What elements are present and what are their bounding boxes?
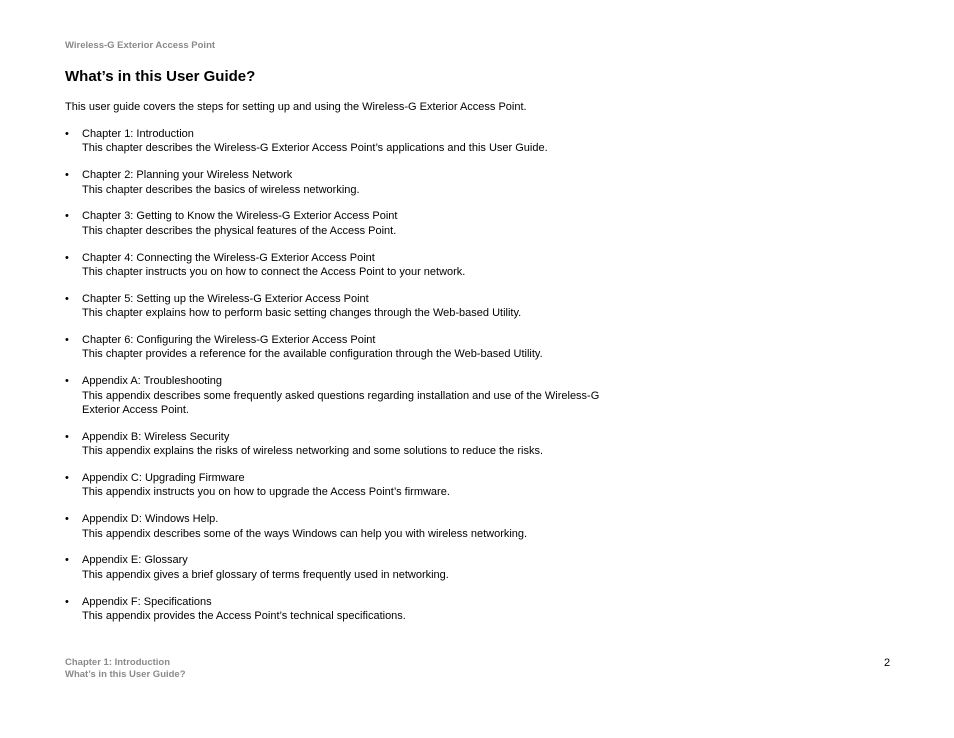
item-description: This chapter describes the physical features of the Access Point. [82, 224, 397, 237]
list-item [65, 292, 625, 321]
footer-section: What’s in this User Guide? [65, 669, 186, 680]
item-title: Chapter 3: Getting to Know the Wireless-G Exterior Access Point [82, 210, 398, 223]
item-description: This appendix gives a brief glossary of terms frequently used in networking. [82, 568, 449, 581]
list-item [65, 512, 625, 541]
item-description: This chapter explains how to perform basic setting changes through the Web-based Utility. [82, 307, 522, 320]
item-description: This appendix describes some of the ways Windows can help you with wireless networking. [82, 527, 528, 540]
list-item [65, 374, 625, 417]
item-title: Chapter 1: Introduction [82, 128, 194, 140]
bullet-icon: • [65, 513, 69, 526]
list-item [65, 595, 625, 624]
footer-chapter: Chapter 1: Introduction [65, 657, 171, 668]
item-description: This appendix explains the risks of wireless networking and some solutions to reduce the risks. [82, 445, 544, 458]
item-title: Chapter 4: Connecting the Wireless-G Exterior Access Point [82, 251, 375, 264]
intro-paragraph: This user guide covers the steps for setting up and using the Wireless-G Exterior Access Point. [65, 101, 527, 113]
running-header: Wireless-G Exterior Access Point [65, 40, 216, 51]
list-item [65, 127, 625, 156]
bullet-icon: • [65, 595, 69, 608]
item-description: This appendix provides the Access Point’s technical specifications. [82, 610, 406, 623]
bullet-icon: • [65, 210, 69, 223]
guide-contents-list [65, 127, 625, 636]
list-item [65, 430, 625, 459]
bullet-icon: • [65, 334, 69, 347]
list-item [65, 168, 625, 197]
item-description: This chapter describes the basics of wireless networking. [82, 183, 360, 196]
page-footer [65, 657, 186, 681]
bullet-icon: • [65, 472, 69, 485]
bullet-icon: • [65, 292, 69, 305]
item-title: Appendix A: Troubleshooting [82, 375, 223, 388]
item-description: This chapter provides a reference for the available configuration through the Web-based Utility. [82, 348, 543, 361]
bullet-icon: • [65, 375, 69, 388]
item-description: This appendix describes some frequently asked questions regarding installation and use of the Wireless-G Exterior Access Point. [82, 389, 600, 417]
bullet-icon: • [65, 169, 69, 182]
item-title: Chapter 5: Setting up the Wireless-G Exterior Access Point [82, 292, 369, 305]
list-item [65, 251, 625, 280]
item-title: Appendix F: Specifications [82, 595, 212, 608]
item-description: This chapter describes the Wireless-G Exterior Access Point’s applications and this User Guide. [82, 142, 548, 155]
bullet-icon: • [65, 554, 69, 567]
bullet-icon: • [65, 128, 69, 140]
bullet-icon: • [65, 251, 69, 264]
bullet-icon: • [65, 430, 69, 443]
item-title: Appendix D: Windows Help. [82, 513, 219, 526]
page-title: What’s in this User Guide? [65, 68, 256, 85]
list-item [65, 209, 625, 238]
list-item [65, 333, 625, 362]
item-title: Chapter 6: Configuring the Wireless-G Exterior Access Point [82, 334, 376, 347]
list-item [65, 553, 625, 582]
item-title: Appendix E: Glossary [82, 554, 188, 567]
item-title: Appendix C: Upgrading Firmware [82, 472, 245, 485]
item-description: This appendix instructs you on how to upgrade the Access Point’s firmware. [82, 486, 450, 499]
item-title: Chapter 2: Planning your Wireless Network [82, 169, 293, 182]
page-number: 2 [884, 657, 891, 669]
item-description: This chapter instructs you on how to connect the Access Point to your network. [82, 266, 466, 279]
item-title: Appendix B: Wireless Security [82, 430, 230, 443]
list-item [65, 471, 625, 500]
